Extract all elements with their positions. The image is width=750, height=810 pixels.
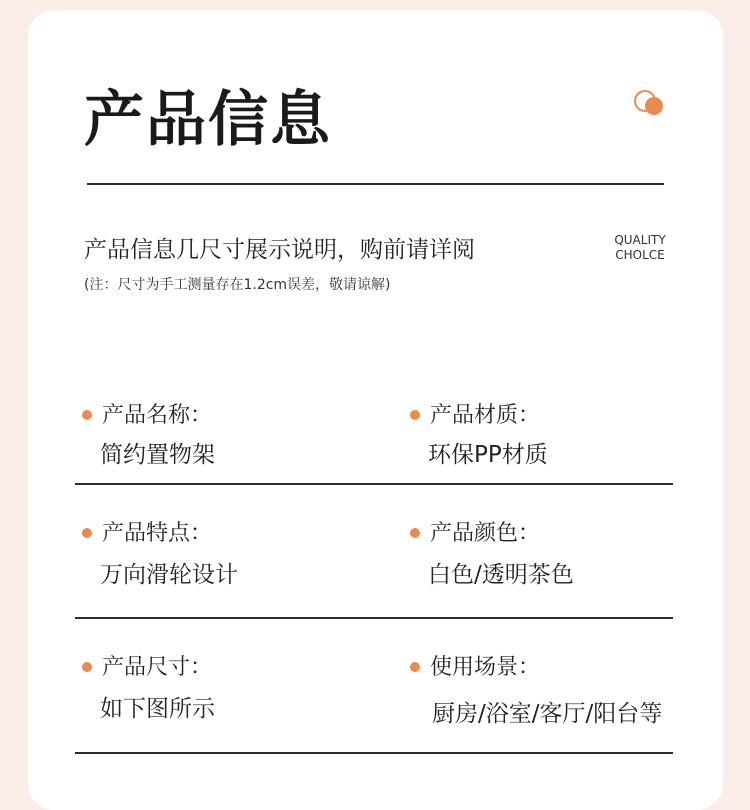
- field-value: 白色/透明茶色: [428, 562, 574, 588]
- field-label: 产品名称：: [102, 403, 213, 428]
- bullet-dot-icon: [82, 410, 92, 420]
- badge-line-1: QUALITY: [614, 233, 666, 247]
- measurement-note: (注：尺寸为手工测量存在1.2cm误差，敬请谅解): [84, 277, 391, 293]
- field-label: 产品尺寸：: [102, 655, 213, 680]
- field-label: 产品特点：: [102, 521, 213, 546]
- subtitle: 产品信息几尺寸展示说明，购前请详阅: [84, 237, 475, 263]
- bullet-dot-icon: [82, 528, 92, 538]
- bullet-dot-icon: [82, 662, 92, 672]
- bullet-dot-icon: [410, 662, 420, 672]
- row-divider: [75, 752, 673, 754]
- field-value: 厨房/浴室/客厅/阳台等: [432, 701, 663, 727]
- row-divider: [75, 483, 673, 485]
- circle-fill-icon: [645, 97, 663, 115]
- field-value: 万向滑轮设计: [100, 562, 238, 588]
- bullet-dot-icon: [410, 410, 420, 420]
- page-title: 产品信息: [84, 85, 332, 155]
- row-divider: [75, 617, 673, 619]
- field-label: 产品颜色：: [430, 521, 541, 546]
- field-label: 产品材质：: [430, 403, 541, 428]
- field-value: 环保PP材质: [428, 442, 548, 468]
- field-value: 如下图所示: [100, 696, 215, 722]
- title-divider: [87, 183, 664, 185]
- decorative-circles-icon: [634, 90, 668, 120]
- field-label: 使用场景：: [430, 655, 541, 680]
- quality-badge: [600, 233, 680, 263]
- bullet-dot-icon: [410, 528, 420, 538]
- field-value: 简约置物架: [100, 442, 215, 468]
- badge-line-2: CHOLCE: [615, 248, 665, 262]
